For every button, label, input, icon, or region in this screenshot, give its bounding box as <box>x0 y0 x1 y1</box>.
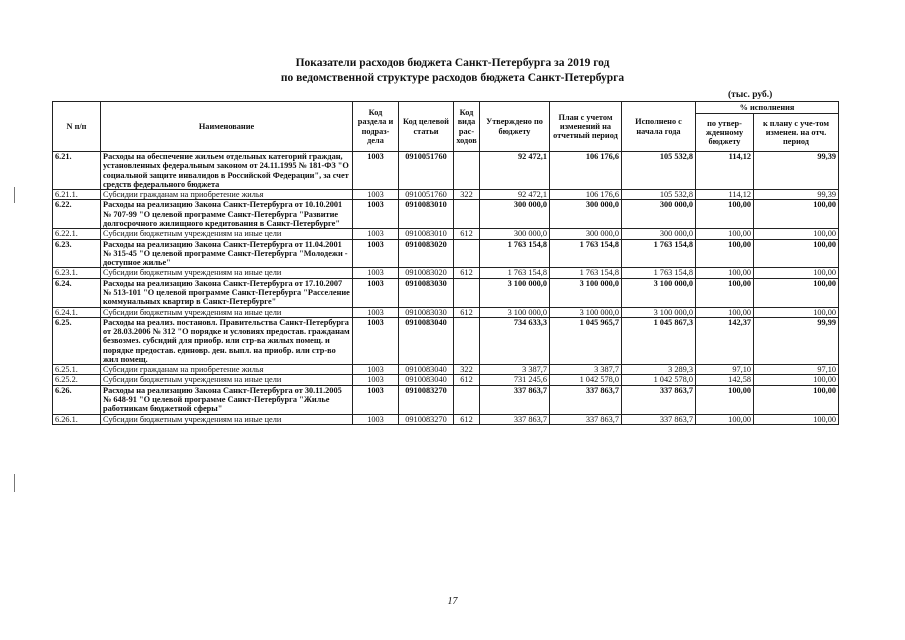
cell-section-code: 1003 <box>353 200 399 229</box>
cell-percent-plan: 97,10 <box>754 365 839 375</box>
cell-plan: 300 000,0 <box>550 200 622 229</box>
cell-target-code: 0910083010 <box>399 200 454 229</box>
cell-expense-type-code: 612 <box>454 414 480 424</box>
cell-name: Расходы на реализацию Закона Санкт-Петербурга от 17.10.2007 № 513-101 "О целевой программе Санкт-Петербурга "Расселение коммунальных квартир в Санкт-Петербурге" <box>101 278 353 307</box>
cell-percent-plan: 100,00 <box>754 375 839 385</box>
page-number: 17 <box>447 596 458 607</box>
table-row <box>53 414 839 424</box>
page-subtitle: по ведомственной структуре расходов бюджета Санкт-Петербурга <box>280 72 625 84</box>
cell-percent-plan: 100,00 <box>754 414 839 424</box>
cell-plan: 337 863,7 <box>550 414 622 424</box>
cell-percent-approved: 142,37 <box>696 317 754 364</box>
cell-name: Субсидии бюджетным учреждениям на иные цели <box>101 229 353 239</box>
cell-expense-type-code <box>454 152 480 190</box>
table-body <box>53 152 839 425</box>
cell-row-number: 6.24.1. <box>53 307 101 317</box>
cell-percent-approved: 114,12 <box>696 152 754 190</box>
cell-expense-type-code: 612 <box>454 375 480 385</box>
page-title: Показатели расходов бюджета Санкт-Петербурга за 2019 год <box>295 57 610 69</box>
header-target-code: Код целевой статьи <box>399 102 454 152</box>
cell-percent-approved: 100,00 <box>696 239 754 268</box>
cell-section-code: 1003 <box>353 239 399 268</box>
cell-row-number: 6.23.1. <box>53 268 101 278</box>
cell-executed: 1 042 578,0 <box>622 375 696 385</box>
table-row <box>53 239 839 268</box>
cell-expense-type-code: 322 <box>454 190 480 200</box>
cell-target-code: 0910083020 <box>399 239 454 268</box>
cell-plan: 300 000,0 <box>550 229 622 239</box>
header-executed: Исполнено с начала года <box>622 102 696 152</box>
cell-executed: 105 532,8 <box>622 190 696 200</box>
table-row <box>53 200 839 229</box>
cell-approved: 734 633,3 <box>480 317 550 364</box>
cell-row-number: 6.23. <box>53 239 101 268</box>
table-row <box>53 278 839 307</box>
cell-row-number: 6.25.1. <box>53 365 101 375</box>
cell-approved: 3 100 000,0 <box>480 307 550 317</box>
cell-section-code: 1003 <box>353 365 399 375</box>
cell-row-number: 6.24. <box>53 278 101 307</box>
cell-section-code: 1003 <box>353 385 399 414</box>
table-row <box>53 365 839 375</box>
cell-target-code: 0910083270 <box>399 385 454 414</box>
cell-section-code: 1003 <box>353 317 399 364</box>
cell-executed: 1 045 867,3 <box>622 317 696 364</box>
cell-percent-plan: 100,00 <box>754 268 839 278</box>
cell-expense-type-code: 612 <box>454 229 480 239</box>
cell-target-code: 0910083010 <box>399 229 454 239</box>
cell-percent-approved: 100,00 <box>696 278 754 307</box>
table-row <box>53 317 839 364</box>
cell-approved: 337 863,7 <box>480 385 550 414</box>
cell-expense-type-code <box>454 239 480 268</box>
header-percent-approved: по утвер-жденному бюджету <box>696 114 754 152</box>
cell-percent-approved: 100,00 <box>696 229 754 239</box>
cell-row-number: 6.21. <box>53 152 101 190</box>
cell-section-code: 1003 <box>353 375 399 385</box>
header-expense-type-code: Код вида рас-ходов <box>454 102 480 152</box>
cell-plan: 1 763 154,8 <box>550 268 622 278</box>
cell-percent-plan: 100,00 <box>754 278 839 307</box>
cell-name: Субсидии гражданам на приобретение жилья <box>101 190 353 200</box>
cell-plan: 3 387,7 <box>550 365 622 375</box>
cell-target-code: 0910083040 <box>399 317 454 364</box>
cell-expense-type-code <box>454 385 480 414</box>
cell-row-number: 6.21.1. <box>53 190 101 200</box>
cell-plan: 1 763 154,8 <box>550 239 622 268</box>
cell-approved: 92 472,1 <box>480 190 550 200</box>
cell-name: Субсидии бюджетным учреждениям на иные цели <box>101 307 353 317</box>
scan-margin-mark <box>14 474 15 492</box>
header-approved: Утверждено по бюджету <box>480 102 550 152</box>
cell-executed: 3 100 000,0 <box>622 278 696 307</box>
cell-name: Расходы на реализ. постановл. Правительства Санкт-Петербурга от 28.03.2006 № 312 "О порядке и условиях предостав. гражданам безвозмез. субсидий для приобр. или стр-ва жилых помещ. и порядке предостав. единовр. ден. выпл. на приобр. или стр-во жил помещ. <box>101 317 353 364</box>
cell-plan: 3 100 000,0 <box>550 307 622 317</box>
cell-section-code: 1003 <box>353 268 399 278</box>
cell-section-code: 1003 <box>353 278 399 307</box>
cell-row-number: 6.22.1. <box>53 229 101 239</box>
cell-percent-plan: 100,00 <box>754 229 839 239</box>
cell-expense-type-code: 612 <box>454 307 480 317</box>
table-row <box>53 152 839 190</box>
table-row <box>53 268 839 278</box>
scan-margin-mark <box>14 187 15 203</box>
cell-row-number: 6.26. <box>53 385 101 414</box>
cell-target-code: 0910083270 <box>399 414 454 424</box>
cell-percent-plan: 100,00 <box>754 385 839 414</box>
header-percent-group: % исполнения <box>696 102 839 114</box>
cell-percent-plan: 100,00 <box>754 307 839 317</box>
cell-name: Субсидии бюджетным учреждениям на иные цели <box>101 268 353 278</box>
cell-target-code: 0910083020 <box>399 268 454 278</box>
cell-percent-plan: 100,00 <box>754 200 839 229</box>
cell-approved: 92 472,1 <box>480 152 550 190</box>
cell-plan: 3 100 000,0 <box>550 278 622 307</box>
budget-table <box>52 101 839 425</box>
cell-executed: 1 763 154,8 <box>622 239 696 268</box>
cell-percent-plan: 99,39 <box>754 190 839 200</box>
cell-percent-approved: 114,12 <box>696 190 754 200</box>
cell-plan: 1 042 578,0 <box>550 375 622 385</box>
cell-approved: 1 763 154,8 <box>480 268 550 278</box>
cell-percent-approved: 142,58 <box>696 375 754 385</box>
cell-name: Субсидии бюджетным учреждениям на иные цели <box>101 414 353 424</box>
cell-executed: 3 289,3 <box>622 365 696 375</box>
table-row <box>53 190 839 200</box>
cell-approved: 300 000,0 <box>480 200 550 229</box>
header-section-code: Код раздела и подраз-дела <box>353 102 399 152</box>
cell-executed: 337 863,7 <box>622 414 696 424</box>
cell-percent-plan: 100,00 <box>754 239 839 268</box>
cell-name: Субсидии гражданам на приобретение жилья <box>101 365 353 375</box>
header-num: N п/п <box>53 102 101 152</box>
cell-name: Расходы на обеспечение жильем отдельных категорий граждан, установленных федеральным законом от 24.11.1995 № 181-ФЗ "О социальной защите инвалидов в Российской Федерации", за счет средств федерального бюджета <box>101 152 353 190</box>
cell-plan: 106 176,6 <box>550 152 622 190</box>
cell-expense-type-code <box>454 317 480 364</box>
cell-name: Расходы на реализацию Закона Санкт-Петербурга от 30.11.2005 № 648-91 "О целевой программе Санкт-Петербурга "Жилье работникам бюджетной сферы" <box>101 385 353 414</box>
cell-percent-plan: 99,39 <box>754 152 839 190</box>
cell-approved: 731 245,6 <box>480 375 550 385</box>
cell-plan: 337 863,7 <box>550 385 622 414</box>
cell-target-code: 0910083040 <box>399 365 454 375</box>
cell-section-code: 1003 <box>353 307 399 317</box>
cell-row-number: 6.25. <box>53 317 101 364</box>
cell-percent-approved: 97,10 <box>696 365 754 375</box>
cell-target-code: 0910083040 <box>399 375 454 385</box>
cell-executed: 300 000,0 <box>622 229 696 239</box>
cell-target-code: 0910083030 <box>399 307 454 317</box>
cell-name: Субсидии бюджетным учреждениям на иные цели <box>101 375 353 385</box>
header-name: Наименование <box>101 102 353 152</box>
cell-approved: 3 387,7 <box>480 365 550 375</box>
cell-section-code: 1003 <box>353 152 399 190</box>
cell-row-number: 6.26.1. <box>53 414 101 424</box>
cell-target-code: 0910083030 <box>399 278 454 307</box>
table-row <box>53 375 839 385</box>
cell-approved: 337 863,7 <box>480 414 550 424</box>
cell-percent-approved: 100,00 <box>696 307 754 317</box>
cell-plan: 1 045 965,7 <box>550 317 622 364</box>
cell-name: Расходы на реализацию Закона Санкт-Петербурга от 11.04.2001 № 315-45 "О целевой программе Санкт-Петербурга "Молодежи - доступное жилье" <box>101 239 353 268</box>
cell-expense-type-code: 612 <box>454 268 480 278</box>
cell-percent-plan: 99,99 <box>754 317 839 364</box>
cell-row-number: 6.22. <box>53 200 101 229</box>
cell-executed: 105 532,8 <box>622 152 696 190</box>
cell-percent-approved: 100,00 <box>696 200 754 229</box>
cell-executed: 3 100 000,0 <box>622 307 696 317</box>
cell-percent-approved: 100,00 <box>696 268 754 278</box>
cell-executed: 1 763 154,8 <box>622 268 696 278</box>
cell-approved: 1 763 154,8 <box>480 239 550 268</box>
table-row <box>53 307 839 317</box>
units-label: (тыс. руб.) <box>728 90 773 100</box>
cell-percent-approved: 100,00 <box>696 385 754 414</box>
cell-executed: 300 000,0 <box>622 200 696 229</box>
cell-section-code: 1003 <box>353 414 399 424</box>
cell-target-code: 0910051760 <box>399 190 454 200</box>
header-plan: План с учетом изменений на отчетный период <box>550 102 622 152</box>
cell-percent-approved: 100,00 <box>696 414 754 424</box>
cell-target-code: 0910051760 <box>399 152 454 190</box>
cell-name: Расходы на реализацию Закона Санкт-Петербурга от 10.10.2001 № 707-99 "О целевой программе Санкт-Петербурга "Развитие долгосрочного жилищного кредитования в Санкт-Петербурге" <box>101 200 353 229</box>
cell-approved: 300 000,0 <box>480 229 550 239</box>
cell-section-code: 1003 <box>353 229 399 239</box>
cell-expense-type-code <box>454 200 480 229</box>
cell-expense-type-code: 322 <box>454 365 480 375</box>
cell-executed: 337 863,7 <box>622 385 696 414</box>
header-percent-plan: к плану с уче-том изменен. на отч. период <box>754 114 839 152</box>
cell-plan: 106 176,6 <box>550 190 622 200</box>
cell-row-number: 6.25.2. <box>53 375 101 385</box>
table-row <box>53 385 839 414</box>
cell-expense-type-code <box>454 278 480 307</box>
table-row <box>53 229 839 239</box>
cell-section-code: 1003 <box>353 190 399 200</box>
cell-approved: 3 100 000,0 <box>480 278 550 307</box>
